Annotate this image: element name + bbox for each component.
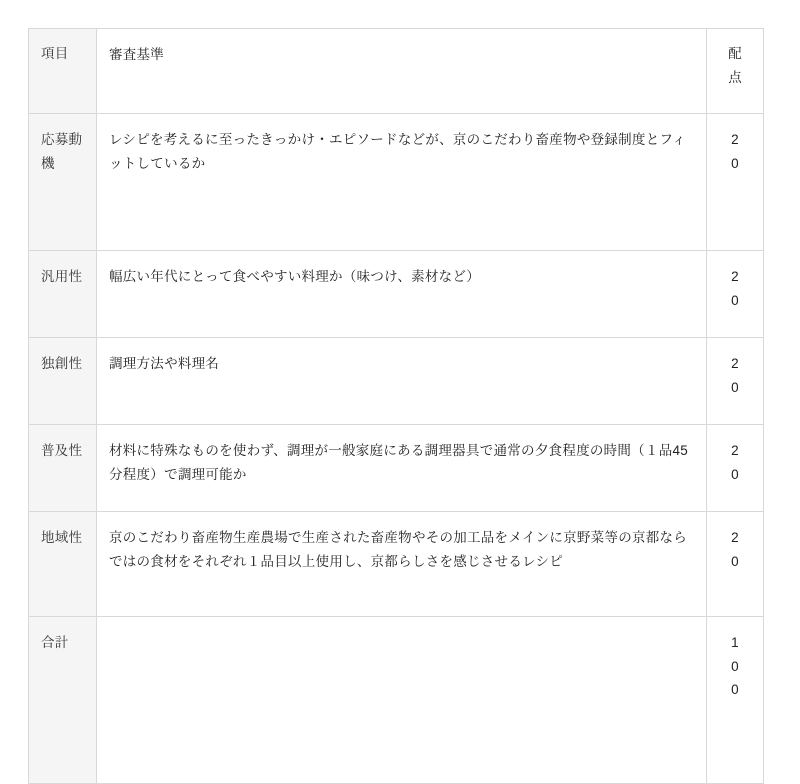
row-points-total bbox=[707, 617, 764, 784]
row-points-text: 20 bbox=[731, 132, 739, 171]
column-header-item: 項目 bbox=[29, 29, 97, 114]
column-header-points-text: 配点 bbox=[728, 46, 743, 85]
row-points-text: 20 bbox=[731, 530, 739, 569]
row-item-label: 普及性 bbox=[29, 425, 97, 512]
table-row bbox=[29, 338, 764, 425]
table-header-row bbox=[29, 29, 764, 114]
table-row bbox=[29, 512, 764, 617]
row-points bbox=[707, 114, 764, 251]
row-points bbox=[707, 512, 764, 617]
row-points-text: 20 bbox=[731, 356, 739, 395]
row-criteria-text: 京のこだわり畜産物生産農場で生産された畜産物やその加工品をメインに京野菜等の京都ならではの食材をそれぞれ１品目以上使用し、京都らしさを感じさせるレシピ bbox=[97, 512, 707, 617]
row-criteria-text-total bbox=[97, 617, 707, 784]
row-item-label: 独創性 bbox=[29, 338, 97, 425]
row-points-text: 20 bbox=[731, 443, 739, 482]
row-points bbox=[707, 251, 764, 338]
row-item-label: 地域性 bbox=[29, 512, 97, 617]
row-item-label: 汎用性 bbox=[29, 251, 97, 338]
row-points-total-text: 100 bbox=[731, 635, 739, 698]
table-row-total bbox=[29, 617, 764, 784]
row-criteria-text: 材料に特殊なものを使わず、調理が一般家庭にある調理器具で通常の夕食程度の時間（１品45分程度）で調理可能か bbox=[97, 425, 707, 512]
row-criteria-text: 幅広い年代にとって食べやすい料理か（味つけ、素材など） bbox=[97, 251, 707, 338]
row-item-label-total: 合計 bbox=[29, 617, 97, 784]
table-row bbox=[29, 251, 764, 338]
judging-criteria-table bbox=[28, 28, 764, 784]
column-header-points bbox=[707, 29, 764, 114]
column-header-criteria: 審査基準 bbox=[97, 29, 707, 114]
row-points bbox=[707, 425, 764, 512]
row-points bbox=[707, 338, 764, 425]
row-criteria-text: 調理方法や料理名 bbox=[97, 338, 707, 425]
row-item-label: 応募動機 bbox=[29, 114, 97, 251]
table-row bbox=[29, 114, 764, 251]
row-points-text: 20 bbox=[731, 269, 739, 308]
table-row bbox=[29, 425, 764, 512]
row-criteria-text: レシピを考えるに至ったきっかけ・エピソードなどが、京のこだわり畜産物や登録制度とフィットしているか bbox=[97, 114, 707, 251]
